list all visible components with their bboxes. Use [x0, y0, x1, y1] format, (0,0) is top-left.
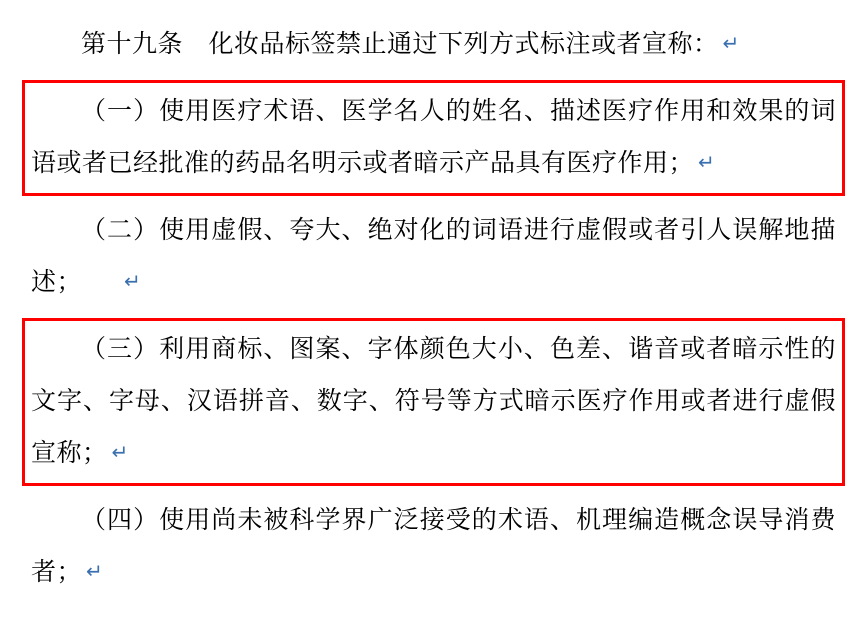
- article-heading-text: 第十九条 化妆品标签禁止通过下列方式标注或者宣称：: [81, 30, 719, 58]
- clause-item-3: [22, 318, 845, 486]
- article-heading: [22, 13, 845, 77]
- clause-item-4-text: （四）使用尚未被科学界广泛接受的术语、机理编造概念误导消费者；: [31, 506, 836, 586]
- paragraph-mark-icon: ↵: [111, 442, 129, 464]
- paragraph-mark-icon: ↵: [86, 561, 104, 583]
- clause-item-1-text: （一）使用医疗术语、医学名人的姓名、描述医疗作用和效果的词语或者已经批准的药品名明示或者暗示产品具有医疗作用；: [31, 97, 836, 177]
- paragraph-mark-icon: ↵: [722, 33, 740, 55]
- clause-item-4: [22, 489, 845, 605]
- clause-item-3-text: （三）利用商标、图案、字体颜色大小、色差、谐音或者暗示性的文字、字母、汉语拼音、数字、符号等方式暗示医疗作用或者进行虚假宣称；: [31, 335, 836, 467]
- paragraph-mark-icon: ↵: [698, 152, 716, 174]
- clause-item-1: [22, 80, 845, 196]
- clause-item-2: [22, 199, 845, 315]
- clause-item-2-text: （二）使用虚假、夸大、绝对化的词语进行虚假或者引人误解地描述；: [31, 216, 836, 296]
- paragraph-mark-icon: ↵: [124, 271, 142, 293]
